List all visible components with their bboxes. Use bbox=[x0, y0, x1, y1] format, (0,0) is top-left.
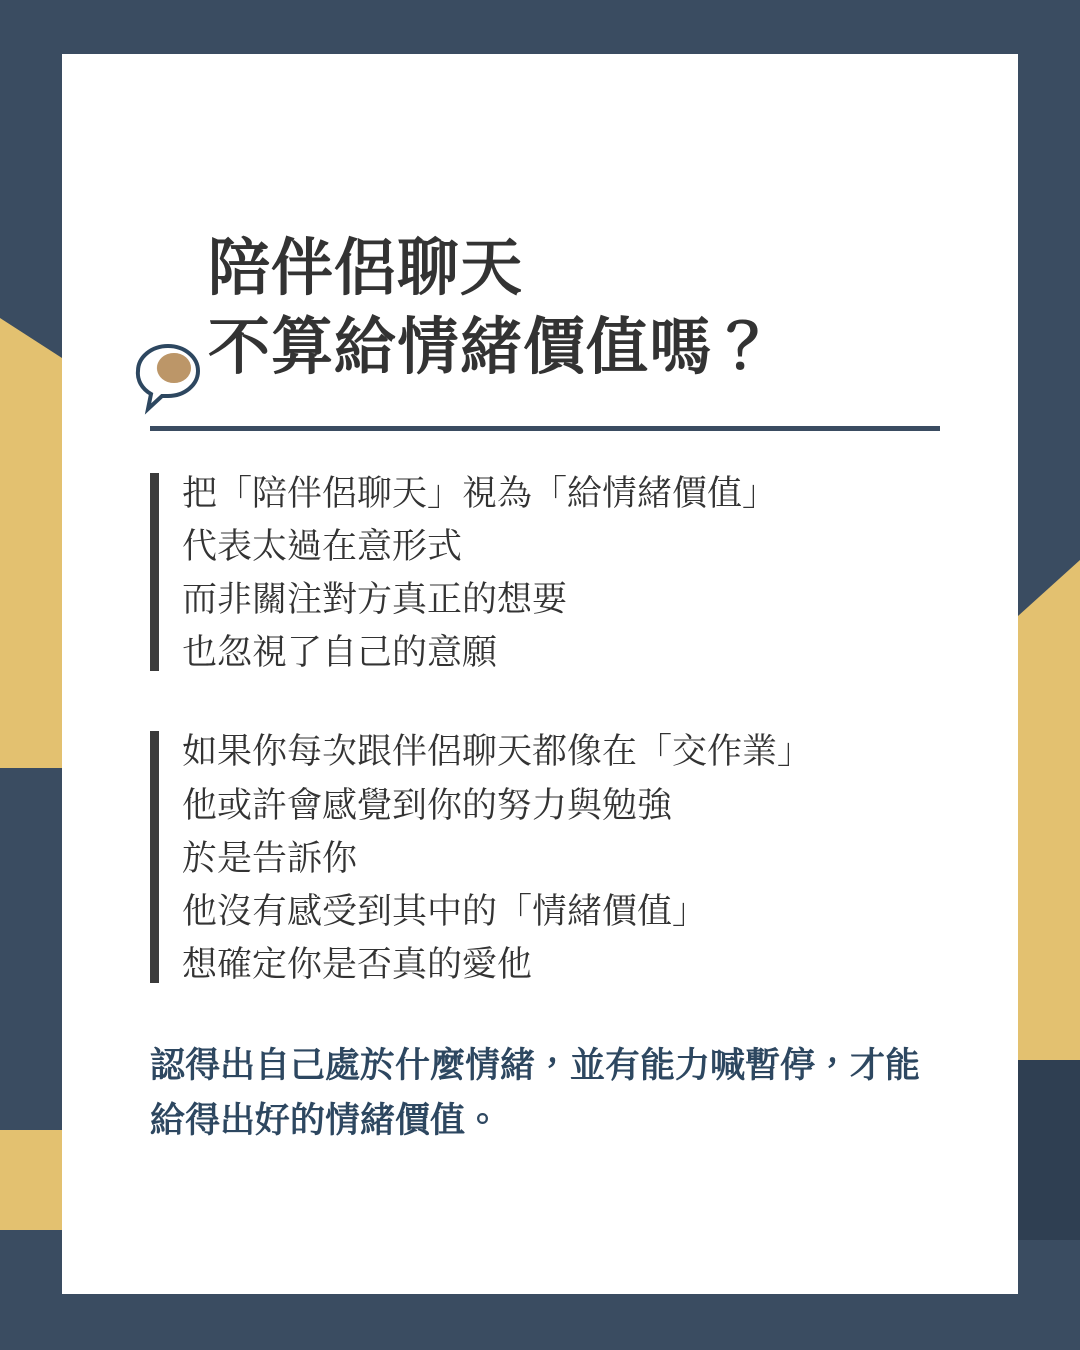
decorative-navy-corner bbox=[0, 1230, 62, 1350]
card-inner bbox=[150, 54, 958, 1148]
quote-block-2 bbox=[150, 725, 958, 991]
quote-line: 如果你每次跟伴侶聊天都像在「交作業」 bbox=[182, 732, 813, 772]
title-divider bbox=[150, 426, 940, 431]
page-title bbox=[150, 54, 958, 388]
quote-line: 把「陪伴侶聊天」視為「給情緒價值」 bbox=[182, 473, 778, 513]
quote-line: 想確定你是否真的愛他 bbox=[182, 945, 533, 985]
speech-bubble-icon bbox=[128, 341, 214, 419]
page-title-line-1: 陪伴侶聊天 bbox=[208, 234, 524, 303]
quote-line: 也忽視了自己的意願 bbox=[182, 633, 498, 673]
quote-line: 而非關注對方真正的想要 bbox=[182, 580, 568, 620]
quote-line: 於是告訴你 bbox=[182, 838, 358, 878]
quote-block-1 bbox=[150, 467, 958, 680]
conclusion-text: 認得出自己處於什麼情緒，並有能力喊暫停，才能給得出好的情緒價值。 bbox=[150, 1046, 921, 1140]
decorative-navy-shape-right-lower bbox=[1018, 1060, 1080, 1240]
quote-line: 他或許會感覺到你的努力與勉強 bbox=[182, 785, 673, 825]
quote-line: 他沒有感受到其中的「情緒價值」 bbox=[182, 892, 708, 932]
decorative-gold-shape-left bbox=[0, 318, 62, 768]
quote-line: 代表太過在意形式 bbox=[182, 526, 463, 566]
decorative-gold-shape-right bbox=[1018, 560, 1080, 1060]
content-card bbox=[62, 54, 1018, 1294]
page-title-line-2: 不算給情緒價值嗎？ bbox=[208, 313, 776, 383]
